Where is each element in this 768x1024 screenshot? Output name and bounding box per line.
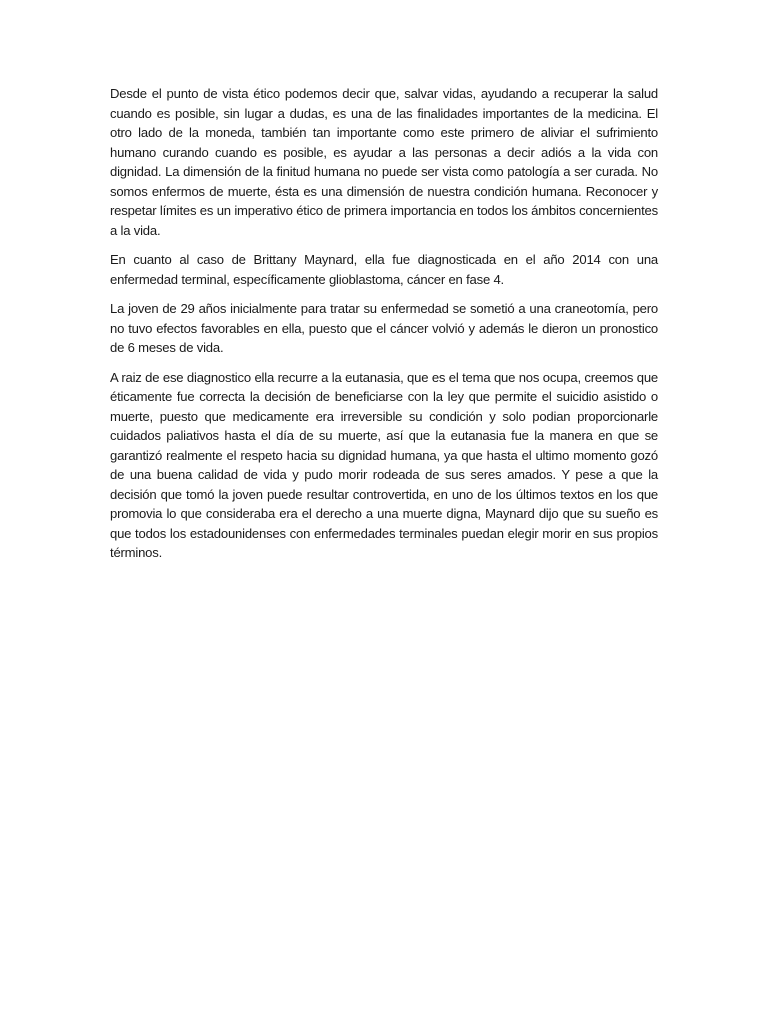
paragraph-case-diagnosis: En cuanto al caso de Brittany Maynard, ella fue diagnosticada en el año 2014 con una enfermedad terminal, específicamente glioblastoma, cáncer en fase 4. bbox=[110, 252, 658, 287]
paragraph-ethics: Desde el punto de vista ético podemos decir que, salvar vidas, ayudando a recuperar la salud cuando es posible, sin lugar a dudas, es una de las finalidades importantes de la medicina. El otro lado de la moneda, también tan importante como este primero de aliviar el sufrimiento humano curando cuando es posible, es ayudar a las personas a decir adiós a la vida con dignidad. La dimensión de la finitud humana no puede ser vista como patología a ser curada. No somos enfermos de muerte, ésta es una dimensión de nuestra condición humana. Reconocer y respetar límites es un imperativo ético de primera importancia en todos los ámbitos concernientes a la vida. bbox=[110, 86, 658, 238]
paragraph-treatment: La joven de 29 años inicialmente para tratar su enfermedad se sometió a una craneotomía, pero no tuvo efectos favorables en ella, puesto que el cáncer volvió y además le dieron un pronostico de 6 meses de vida. bbox=[110, 301, 658, 355]
paragraph-euthanasia: A raiz de ese diagnostico ella recurre a la eutanasia, que es el tema que nos ocupa, creemos que éticamente fue correcta la decisión de beneficiarse con la ley que permite el suicidio asistido o muerte, puesto que medicamente era irreversible su condición y solo podian proporcionarle cuidados paliativos hasta el día de su muerte, así que la eutanasia fue la manera en que se garantizó realmente el respeto hacia su dignidad humana, ya que hasta el ultimo momento gozó de una buena calidad de vida y pudo morir rodeada de sus seres amados. Y pese a que la decisión que tomó la joven puede resultar controvertida, en uno de los últimos textos en los que promovia lo que consideraba era el derecho a una muerte digna, Maynard dijo que su sueño es que todos los estadounidenses con enfermedades terminales puedan elegir morir en sus propios términos. bbox=[110, 369, 658, 560]
document-body bbox=[110, 84, 658, 573]
